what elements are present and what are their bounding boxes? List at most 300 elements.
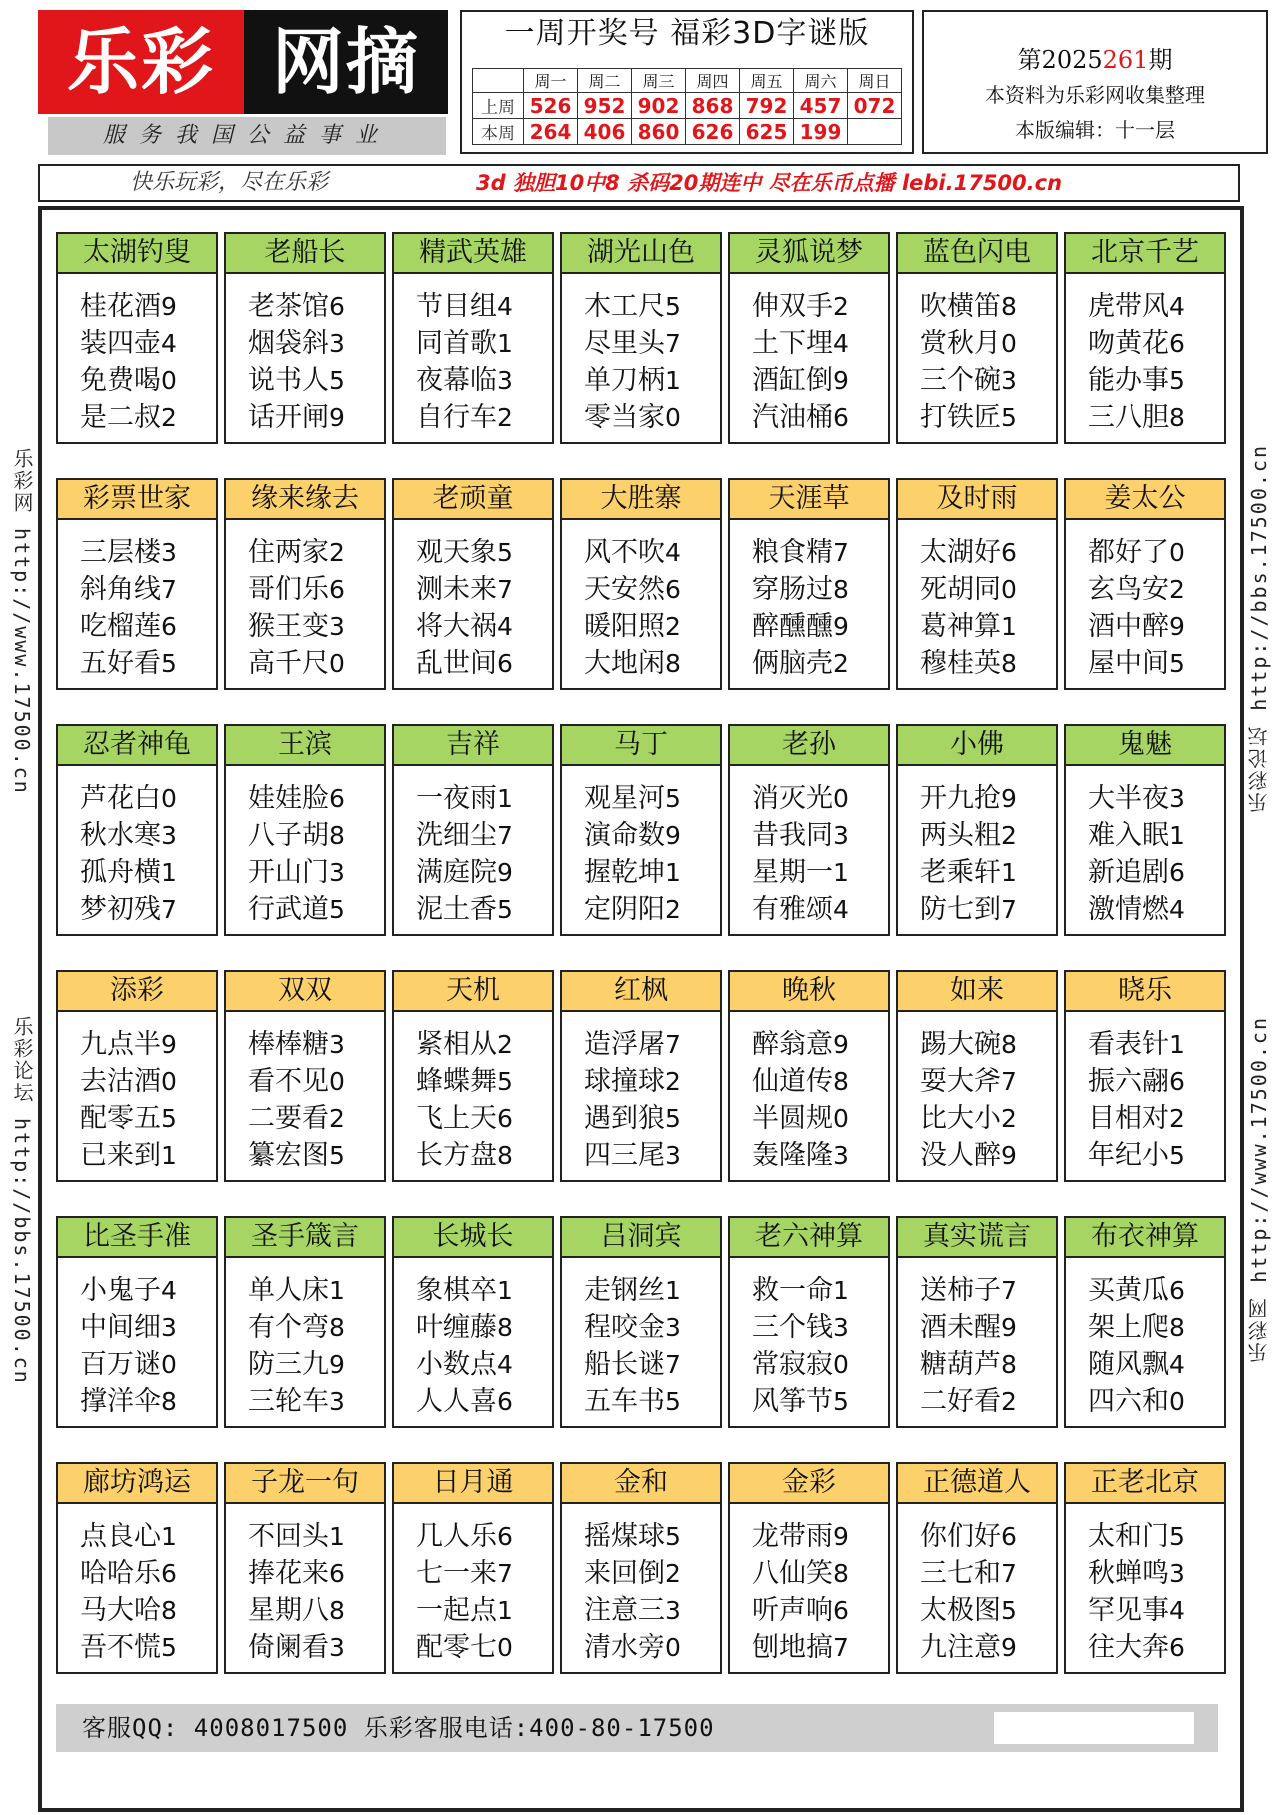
riddle-digit: 8	[1001, 1030, 1017, 1059]
riddle-line	[1066, 1100, 1224, 1137]
riddle-digit: 4	[1169, 895, 1185, 924]
riddle-words: 孤舟横	[80, 857, 161, 888]
riddle-digit: 1	[833, 1276, 849, 1305]
riddle-digit: 8	[497, 1313, 513, 1342]
riddle-words: 土下埋	[752, 328, 833, 359]
riddle-author: 蓝色闪电	[898, 234, 1056, 274]
riddle-lines	[394, 1504, 552, 1666]
riddle-words: 纂宏图	[248, 1140, 329, 1171]
riddle-line	[58, 1383, 216, 1420]
riddle-digit: 6	[161, 612, 177, 641]
riddle-words: 罕见事	[1088, 1595, 1169, 1626]
riddle-digit: 4	[497, 612, 513, 641]
riddle-box	[224, 1462, 386, 1674]
riddle-words: 刨地搞	[752, 1632, 833, 1663]
riddle-digit: 7	[665, 1350, 681, 1379]
riddle-digit: 1	[665, 858, 681, 887]
riddle-box	[224, 724, 386, 936]
riddle-line	[394, 854, 552, 891]
riddle-words: 醉醺醺	[752, 611, 833, 642]
riddle-lines	[58, 1012, 216, 1174]
riddle-author: 太湖钓叟	[58, 234, 216, 274]
riddle-digit: 5	[665, 292, 681, 321]
slogan: 服务我国公益事业	[48, 117, 446, 155]
riddle-line	[394, 534, 552, 571]
riddle-author: 晓乐	[1066, 972, 1224, 1012]
riddle-words: 龙带雨	[752, 1521, 833, 1552]
riddle-line	[58, 362, 216, 399]
riddle-lines	[394, 1258, 552, 1420]
riddle-words: 紧相从	[416, 1029, 497, 1060]
riddle-line	[1066, 780, 1224, 817]
riddle-line	[394, 1063, 552, 1100]
riddle-digit: 5	[665, 1522, 681, 1551]
riddle-words: 造浮屠	[584, 1029, 665, 1060]
weekly-draws-panel	[460, 10, 914, 154]
riddle-line	[1066, 1026, 1224, 1063]
riddle-line	[898, 817, 1056, 854]
riddle-box	[896, 232, 1058, 444]
riddle-digit: 6	[1001, 1522, 1017, 1551]
riddle-author: 老六神算	[730, 1218, 888, 1258]
riddle-box	[1064, 1462, 1226, 1674]
riddle-words: 半圆规	[752, 1103, 833, 1134]
riddle-words: 七一来	[416, 1558, 497, 1589]
riddle-line	[394, 1592, 552, 1629]
riddle-words: 梦初残	[80, 894, 161, 925]
riddle-line	[562, 1026, 720, 1063]
draws-table	[472, 68, 902, 145]
riddle-line	[730, 1383, 888, 1420]
riddle-words: 说书人	[248, 365, 329, 396]
riddle-author: 布衣神算	[1066, 1218, 1224, 1258]
riddle-line	[394, 1629, 552, 1666]
riddle-lines	[1066, 1012, 1224, 1174]
riddle-line	[898, 1555, 1056, 1592]
riddle-line	[226, 288, 384, 325]
riddle-line	[562, 288, 720, 325]
riddle-line	[394, 1100, 552, 1137]
riddle-words: 赏秋月	[920, 328, 1001, 359]
riddle-words: 棒棒糖	[248, 1029, 329, 1060]
draw-number: 072	[848, 93, 902, 119]
riddle-line	[730, 1309, 888, 1346]
riddle-line	[226, 1026, 384, 1063]
riddle-author: 廊坊鸿运	[58, 1464, 216, 1504]
riddle-line	[730, 571, 888, 608]
riddle-line	[226, 608, 384, 645]
riddle-line	[1066, 288, 1224, 325]
riddle-line	[226, 362, 384, 399]
riddle-words: 猴王变	[248, 611, 329, 642]
riddle-line	[1066, 1272, 1224, 1309]
riddle-words: 比大小	[920, 1103, 1001, 1134]
riddle-digit: 7	[665, 1030, 681, 1059]
riddle-line	[730, 780, 888, 817]
riddle-line	[394, 645, 552, 682]
riddle-line	[898, 780, 1056, 817]
riddle-words: 将大祸	[416, 611, 497, 642]
riddle-words: 娃娃脸	[248, 783, 329, 814]
riddle-line	[394, 891, 552, 928]
riddle-words: 仙道传	[752, 1066, 833, 1097]
riddle-line	[562, 1629, 720, 1666]
riddle-line	[1066, 608, 1224, 645]
riddle-author: 大胜寨	[562, 480, 720, 520]
riddle-words: 有雅颂	[752, 894, 833, 925]
riddle-words: 都好了	[1088, 537, 1169, 568]
riddle-line	[730, 1272, 888, 1309]
riddle-lines	[226, 1012, 384, 1174]
riddle-digit: 8	[497, 1141, 513, 1170]
riddle-line	[562, 854, 720, 891]
weekday-cell: 周二	[578, 69, 632, 93]
riddle-line	[562, 325, 720, 362]
riddle-words: 太和门	[1088, 1521, 1169, 1552]
riddle-author: 王滨	[226, 726, 384, 766]
weekday-cell: 周三	[632, 69, 686, 93]
riddle-digit: 0	[833, 1104, 849, 1133]
riddle-line	[562, 1518, 720, 1555]
riddle-line	[394, 1346, 552, 1383]
riddle-lines	[1066, 766, 1224, 928]
riddle-words: 二要看	[248, 1103, 329, 1134]
riddle-line	[898, 1383, 1056, 1420]
riddle-line	[562, 1100, 720, 1137]
riddle-digit: 2	[665, 895, 681, 924]
contact-info: 客服QQ: 4008017500 乐彩客服电话:400-80-17500	[82, 1714, 715, 1742]
riddle-digit: 5	[161, 649, 177, 678]
riddle-line	[730, 645, 888, 682]
riddle-lines	[226, 1258, 384, 1420]
draw-number: 406	[578, 119, 632, 145]
riddle-lines	[58, 1258, 216, 1420]
riddle-lines	[562, 520, 720, 682]
riddle-digit: 1	[497, 1276, 513, 1305]
riddle-words: 星期八	[248, 1595, 329, 1626]
draw-number: 457	[794, 93, 848, 119]
riddle-words: 有个弯	[248, 1312, 329, 1343]
riddle-box	[896, 1462, 1058, 1674]
riddle-digit: 0	[665, 1633, 681, 1662]
riddle-author: 晚秋	[730, 972, 888, 1012]
riddle-digit: 3	[329, 1030, 345, 1059]
riddle-digit: 7	[1001, 1067, 1017, 1096]
riddle-digit: 9	[833, 1522, 849, 1551]
riddle-digit: 3	[665, 1141, 681, 1170]
riddle-digit: 7	[665, 329, 681, 358]
riddle-digit: 9	[833, 366, 849, 395]
riddle-words: 来回倒	[584, 1558, 665, 1589]
riddle-line	[1066, 1555, 1224, 1592]
riddle-line	[562, 1555, 720, 1592]
riddle-line	[226, 645, 384, 682]
riddle-words: 装四壶	[80, 328, 161, 359]
riddle-words: 清水旁	[584, 1632, 665, 1663]
side-text-right-top: 乐彩论坛 http://bbs.17500.cn	[1247, 444, 1271, 813]
riddle-box	[728, 232, 890, 444]
riddle-line	[898, 1309, 1056, 1346]
riddle-line	[562, 1272, 720, 1309]
riddle-line	[898, 1026, 1056, 1063]
riddle-line	[226, 1100, 384, 1137]
riddle-digit: 5	[329, 895, 345, 924]
riddle-digit: 9	[497, 858, 513, 887]
riddle-digit: 0	[665, 403, 681, 432]
riddle-line	[58, 288, 216, 325]
riddle-words: 八子胡	[248, 820, 329, 851]
riddle-line	[898, 608, 1056, 645]
riddle-words: 桂花酒	[80, 291, 161, 322]
riddle-digit: 6	[665, 575, 681, 604]
riddle-words: 夜幕临	[416, 365, 497, 396]
riddle-digit: 5	[497, 1067, 513, 1096]
riddle-digit: 3	[161, 1313, 177, 1342]
riddle-words: 星期一	[752, 857, 833, 888]
riddle-lines	[730, 1504, 888, 1666]
riddle-box	[392, 478, 554, 690]
riddle-line	[898, 325, 1056, 362]
riddle-words: 伸双手	[752, 291, 833, 322]
riddle-line	[1066, 1137, 1224, 1174]
riddle-author: 红枫	[562, 972, 720, 1012]
riddle-digit: 5	[1169, 1141, 1185, 1170]
riddle-line	[898, 534, 1056, 571]
riddle-words: 三个钱	[752, 1312, 833, 1343]
riddle-words: 三层楼	[80, 537, 161, 568]
riddle-box	[728, 1216, 890, 1428]
riddle-line	[562, 645, 720, 682]
riddle-digit: 9	[161, 292, 177, 321]
riddle-digit: 6	[329, 784, 345, 813]
riddle-words: 配零七	[416, 1632, 497, 1663]
riddle-author: 及时雨	[898, 480, 1056, 520]
riddle-line	[1066, 1592, 1224, 1629]
riddle-digit: 6	[329, 1559, 345, 1588]
riddle-box	[560, 478, 722, 690]
riddle-words: 点良心	[80, 1521, 161, 1552]
riddle-words: 已来到	[80, 1140, 161, 1171]
riddle-digit: 9	[1001, 1633, 1017, 1662]
riddle-words: 九点半	[80, 1029, 161, 1060]
riddle-words: 哥们乐	[248, 574, 329, 605]
riddle-digit: 5	[1169, 649, 1185, 678]
riddle-digit: 3	[329, 1387, 345, 1416]
riddle-digit: 6	[833, 403, 849, 432]
riddle-words: 开山门	[248, 857, 329, 888]
this-week-row	[473, 119, 902, 145]
riddle-words: 四三尾	[584, 1140, 665, 1171]
riddle-words: 同首歌	[416, 328, 497, 359]
riddle-lines	[394, 1012, 552, 1174]
riddle-words: 三轮车	[248, 1386, 329, 1417]
riddle-digit: 7	[161, 575, 177, 604]
riddle-line	[226, 1555, 384, 1592]
riddle-words: 话开闸	[248, 402, 329, 433]
riddle-line	[394, 362, 552, 399]
riddle-words: 风不吹	[584, 537, 665, 568]
riddle-digit: 6	[497, 1387, 513, 1416]
riddle-line	[1066, 817, 1224, 854]
riddle-lines	[730, 1258, 888, 1420]
riddle-line	[58, 534, 216, 571]
riddle-words: 穿肠过	[752, 574, 833, 605]
riddle-words: 去沽酒	[80, 1066, 161, 1097]
riddle-line	[394, 1309, 552, 1346]
riddle-words: 三八胆	[1088, 402, 1169, 433]
riddle-lines	[1066, 1258, 1224, 1420]
riddle-line	[394, 399, 552, 436]
riddle-line	[730, 399, 888, 436]
riddle-digit: 7	[1001, 1276, 1017, 1305]
riddle-words: 哈哈乐	[80, 1558, 161, 1589]
riddle-digit: 8	[665, 649, 681, 678]
riddle-words: 太极图	[920, 1595, 1001, 1626]
riddle-line	[730, 534, 888, 571]
riddle-words: 不回头	[248, 1521, 329, 1552]
draw-number: 199	[794, 119, 848, 145]
riddle-words: 听声响	[752, 1595, 833, 1626]
riddle-line	[1066, 1346, 1224, 1383]
riddle-line	[730, 891, 888, 928]
riddle-words: 摇煤球	[584, 1521, 665, 1552]
riddle-box	[224, 232, 386, 444]
riddle-line	[898, 1518, 1056, 1555]
riddle-words: 暖阳照	[584, 611, 665, 642]
riddle-words: 吃榴莲	[80, 611, 161, 642]
riddle-words: 风筝节	[752, 1386, 833, 1417]
riddle-digit: 8	[1001, 292, 1017, 321]
riddle-box	[728, 1462, 890, 1674]
riddle-words: 你们好	[920, 1521, 1001, 1552]
riddle-lines	[226, 520, 384, 682]
riddle-digit: 1	[161, 1141, 177, 1170]
riddle-line	[730, 362, 888, 399]
riddle-words: 天安然	[584, 574, 665, 605]
riddle-author: 小佛	[898, 726, 1056, 766]
draw-number: 526	[524, 93, 578, 119]
riddle-words: 酒缸倒	[752, 365, 833, 396]
riddle-words: 醉翁意	[752, 1029, 833, 1060]
riddle-digit: 7	[833, 538, 849, 567]
riddle-digit: 8	[161, 1387, 177, 1416]
riddle-line	[562, 362, 720, 399]
riddle-box	[560, 724, 722, 936]
riddle-line	[730, 1592, 888, 1629]
riddle-line	[898, 1100, 1056, 1137]
riddle-digit: 5	[1169, 366, 1185, 395]
riddle-lines	[898, 520, 1056, 682]
riddle-line	[226, 1518, 384, 1555]
riddle-words: 零当家	[584, 402, 665, 433]
riddle-line	[226, 1272, 384, 1309]
draw-number: 868	[686, 93, 740, 119]
riddle-lines	[562, 1012, 720, 1174]
this-week-label: 本周	[473, 119, 524, 145]
riddle-lines	[394, 766, 552, 928]
riddle-box	[56, 970, 218, 1182]
riddle-digit: 7	[497, 575, 513, 604]
riddle-line	[562, 399, 720, 436]
riddle-words: 飞上天	[416, 1103, 497, 1134]
riddle-author: 比圣手准	[58, 1218, 216, 1258]
riddle-line	[562, 780, 720, 817]
riddle-digit: 2	[1001, 821, 1017, 850]
riddle-digit: 2	[497, 1030, 513, 1059]
riddle-words: 昔我同	[752, 820, 833, 851]
riddle-line	[226, 1383, 384, 1420]
riddle-words: 撑洋伞	[80, 1386, 161, 1417]
riddle-digit: 1	[1169, 1030, 1185, 1059]
riddle-lines	[226, 766, 384, 928]
riddle-author: 北京千艺	[1066, 234, 1224, 274]
riddle-line	[58, 645, 216, 682]
riddle-digit: 9	[665, 821, 681, 850]
riddle-line	[562, 891, 720, 928]
riddle-words: 架上爬	[1088, 1312, 1169, 1343]
riddle-line	[730, 1137, 888, 1174]
riddle-words: 消灭光	[752, 783, 833, 814]
riddle-words: 是二叔	[80, 402, 161, 433]
riddle-digit: 9	[833, 612, 849, 641]
riddle-author: 吕洞宾	[562, 1218, 720, 1258]
contact-footer	[56, 1704, 1218, 1752]
riddle-words: 蜂蝶舞	[416, 1066, 497, 1097]
riddle-lines	[898, 1504, 1056, 1666]
riddle-author: 正德道人	[898, 1464, 1056, 1504]
riddle-digit: 7	[497, 821, 513, 850]
riddle-lines	[730, 520, 888, 682]
riddle-lines	[562, 1258, 720, 1420]
riddle-box	[1064, 478, 1226, 690]
riddle-lines	[562, 766, 720, 928]
riddle-box	[224, 1216, 386, 1428]
riddle-words: 叶缠藤	[416, 1312, 497, 1343]
riddle-digit: 2	[665, 1067, 681, 1096]
riddle-lines	[562, 1504, 720, 1666]
riddle-digit: 3	[329, 858, 345, 887]
riddle-digit: 6	[161, 1559, 177, 1588]
riddle-digit: 1	[1169, 821, 1185, 850]
riddle-box	[728, 970, 890, 1182]
riddle-box	[224, 970, 386, 1182]
riddle-digit: 4	[1169, 292, 1185, 321]
riddle-line	[226, 1137, 384, 1174]
riddle-words: 穆桂英	[920, 648, 1001, 679]
riddle-digit: 4	[665, 538, 681, 567]
riddle-line	[1066, 399, 1224, 436]
riddle-words: 演命数	[584, 820, 665, 851]
riddle-digit: 3	[833, 1313, 849, 1342]
riddle-line	[1066, 1383, 1224, 1420]
riddle-words: 吹横笛	[920, 291, 1001, 322]
riddle-line	[898, 1592, 1056, 1629]
source-note: 本资料为乐彩网收集整理	[985, 83, 1205, 107]
riddle-digit: 6	[1169, 329, 1185, 358]
riddle-line	[394, 608, 552, 645]
riddle-digit: 2	[161, 403, 177, 432]
riddle-line	[394, 288, 552, 325]
banner-promo-link[interactable]: 3d 独胆10中8 杀码20期连中 尽在乐币点播 lebi.17500.cn	[476, 171, 1063, 195]
riddle-words: 定阴阳	[584, 894, 665, 925]
riddle-digit: 6	[1001, 538, 1017, 567]
riddle-digit: 8	[1001, 1350, 1017, 1379]
riddle-words: 能办事	[1088, 365, 1169, 396]
riddle-digit: 0	[833, 1350, 849, 1379]
riddle-line	[730, 1555, 888, 1592]
side-text-left-top: 乐彩网 http://www.17500.cn	[10, 448, 34, 795]
weekday-cell: 周六	[794, 69, 848, 93]
